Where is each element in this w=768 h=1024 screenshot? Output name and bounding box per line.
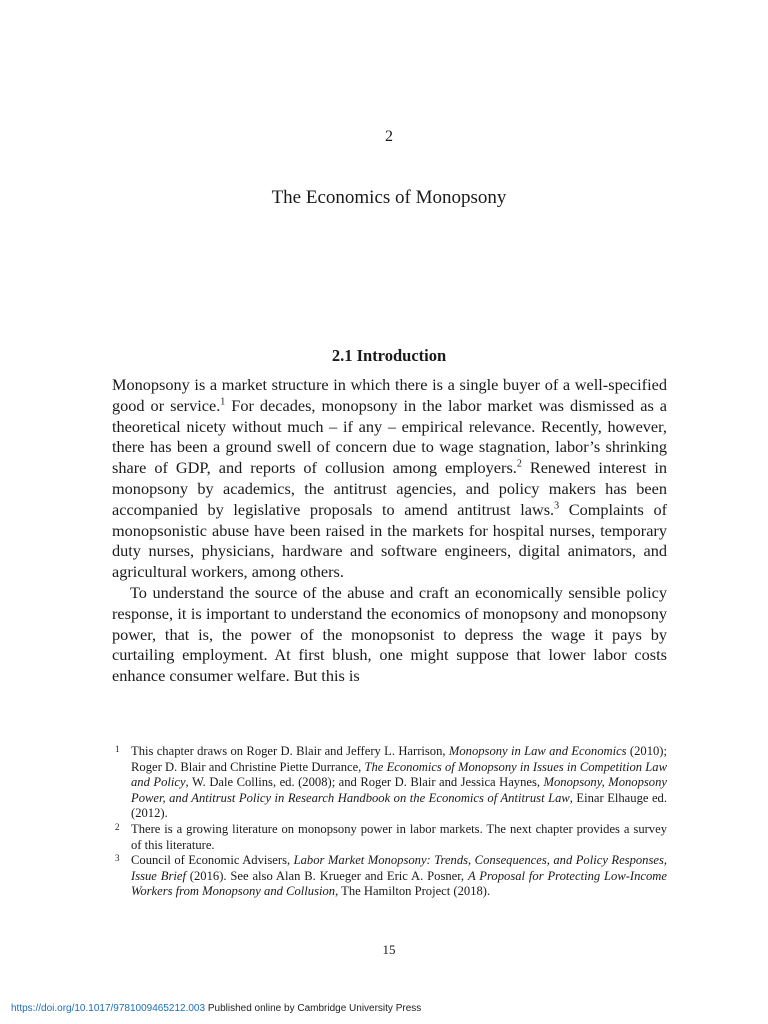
footnote-number: 1 [115,744,120,754]
footnote-number: 3 [115,853,120,864]
footnote-1-title: The Economics of Monopsony in Issues in Competition Law and Policy [131,759,667,790]
paragraph-1 [112,375,667,583]
chapter-title: The Economics of Monopsony [271,187,507,208]
footnote-1 [112,744,667,822]
footnote-2 [112,822,667,853]
footer [11,1003,421,1014]
footnote-3-text: Council of Economic Advisers, [131,853,294,868]
footnote-1-title: Monopsony, Monopsony Power, and Antitrust Policy in Research Handbook on the Economics of Antitrust Law [131,775,667,805]
doi-link[interactable]: https://doi.org/10.1017/9781009465212.003 [11,1003,206,1014]
body-text [112,375,667,687]
paragraph-1-part-d: Complaints of monopsonistic abuse have been raised in the markets for hospital nurses, temporary duty nurses, physicians, hardware and software engineers, digital animators, and agricultural workers, among others. [112,499,668,582]
footnote-2-text: There is a growing literature on monopsony power in labor markets. The next chapter provides a survey of this literature. [131,821,667,852]
footnote-1-text: , W. Dale Collins, ed. (2008); and Roger D. Blair and Jessica Haynes, [185,775,544,790]
footnote-3-title: A Proposal for Protecting Low-Income Workers from Monopsony and Collusion [131,868,667,899]
footnote-1-text: This chapter draws on Roger D. Blair and Jeffery L. Harrison, [131,744,449,758]
section-heading: 2.1 Introduction [331,346,447,365]
paragraph-2: To understand the source of the abuse and craft an economically sensible policy response, it is important to understand the economics of monopsony and monopsony power, that is, the power of the monopsonist to depress the wage it pays by curtailing employment. At first blush, one might suppose that lower labor costs enhance consumer welfare. But this is [112,582,667,686]
footnote-ref-2: 2 [516,458,522,470]
paragraph-1-part-c: Renewed interest in monopsony by academics, the antitrust agencies, and policy makers has been accompanied by legislative proposals to amend antitrust laws. [112,458,667,519]
footnote-number: 2 [115,821,120,832]
footnote-ref-1: 1 [220,396,226,408]
footnotes [112,744,667,900]
publisher-note: Published online by Cambridge University Press [205,1003,422,1014]
footnote-1-text: , Einar Elhauge ed. (2012). [131,790,667,821]
footnote-3 [112,853,667,900]
page-number: 15 [382,942,396,957]
footnote-1-text: (2010); Roger D. Blair and Christine Piette Durrance, [131,744,667,774]
chapter-number: 2 [385,128,393,145]
footnote-3-text: , The Hamilton Project (2018). [335,884,491,899]
footnote-3-title: Labor Market Monopsony: Trends, Consequences, and Policy Responses, Issue Brief [131,853,668,883]
footnote-ref-3: 3 [554,500,560,512]
footnote-3-text: (2016). See also Alan B. Krueger and Eric A. Posner, [185,868,468,883]
footnote-1-title: Monopsony in Law and Economics [448,744,627,758]
paragraph-1-part-b: For decades, monopsony in the labor market was dismissed as a theoretical nicety without much – if any – empirical relevance. Recently, however, there has been a ground swell of concern due to wage stagnation, labor’s shrinking share of GDP, and reports of collusion among employers. [112,395,668,478]
paragraph-1-part-a: Monopsony is a market structure in which there is a single buyer of a well-specified good or service. [112,375,667,415]
